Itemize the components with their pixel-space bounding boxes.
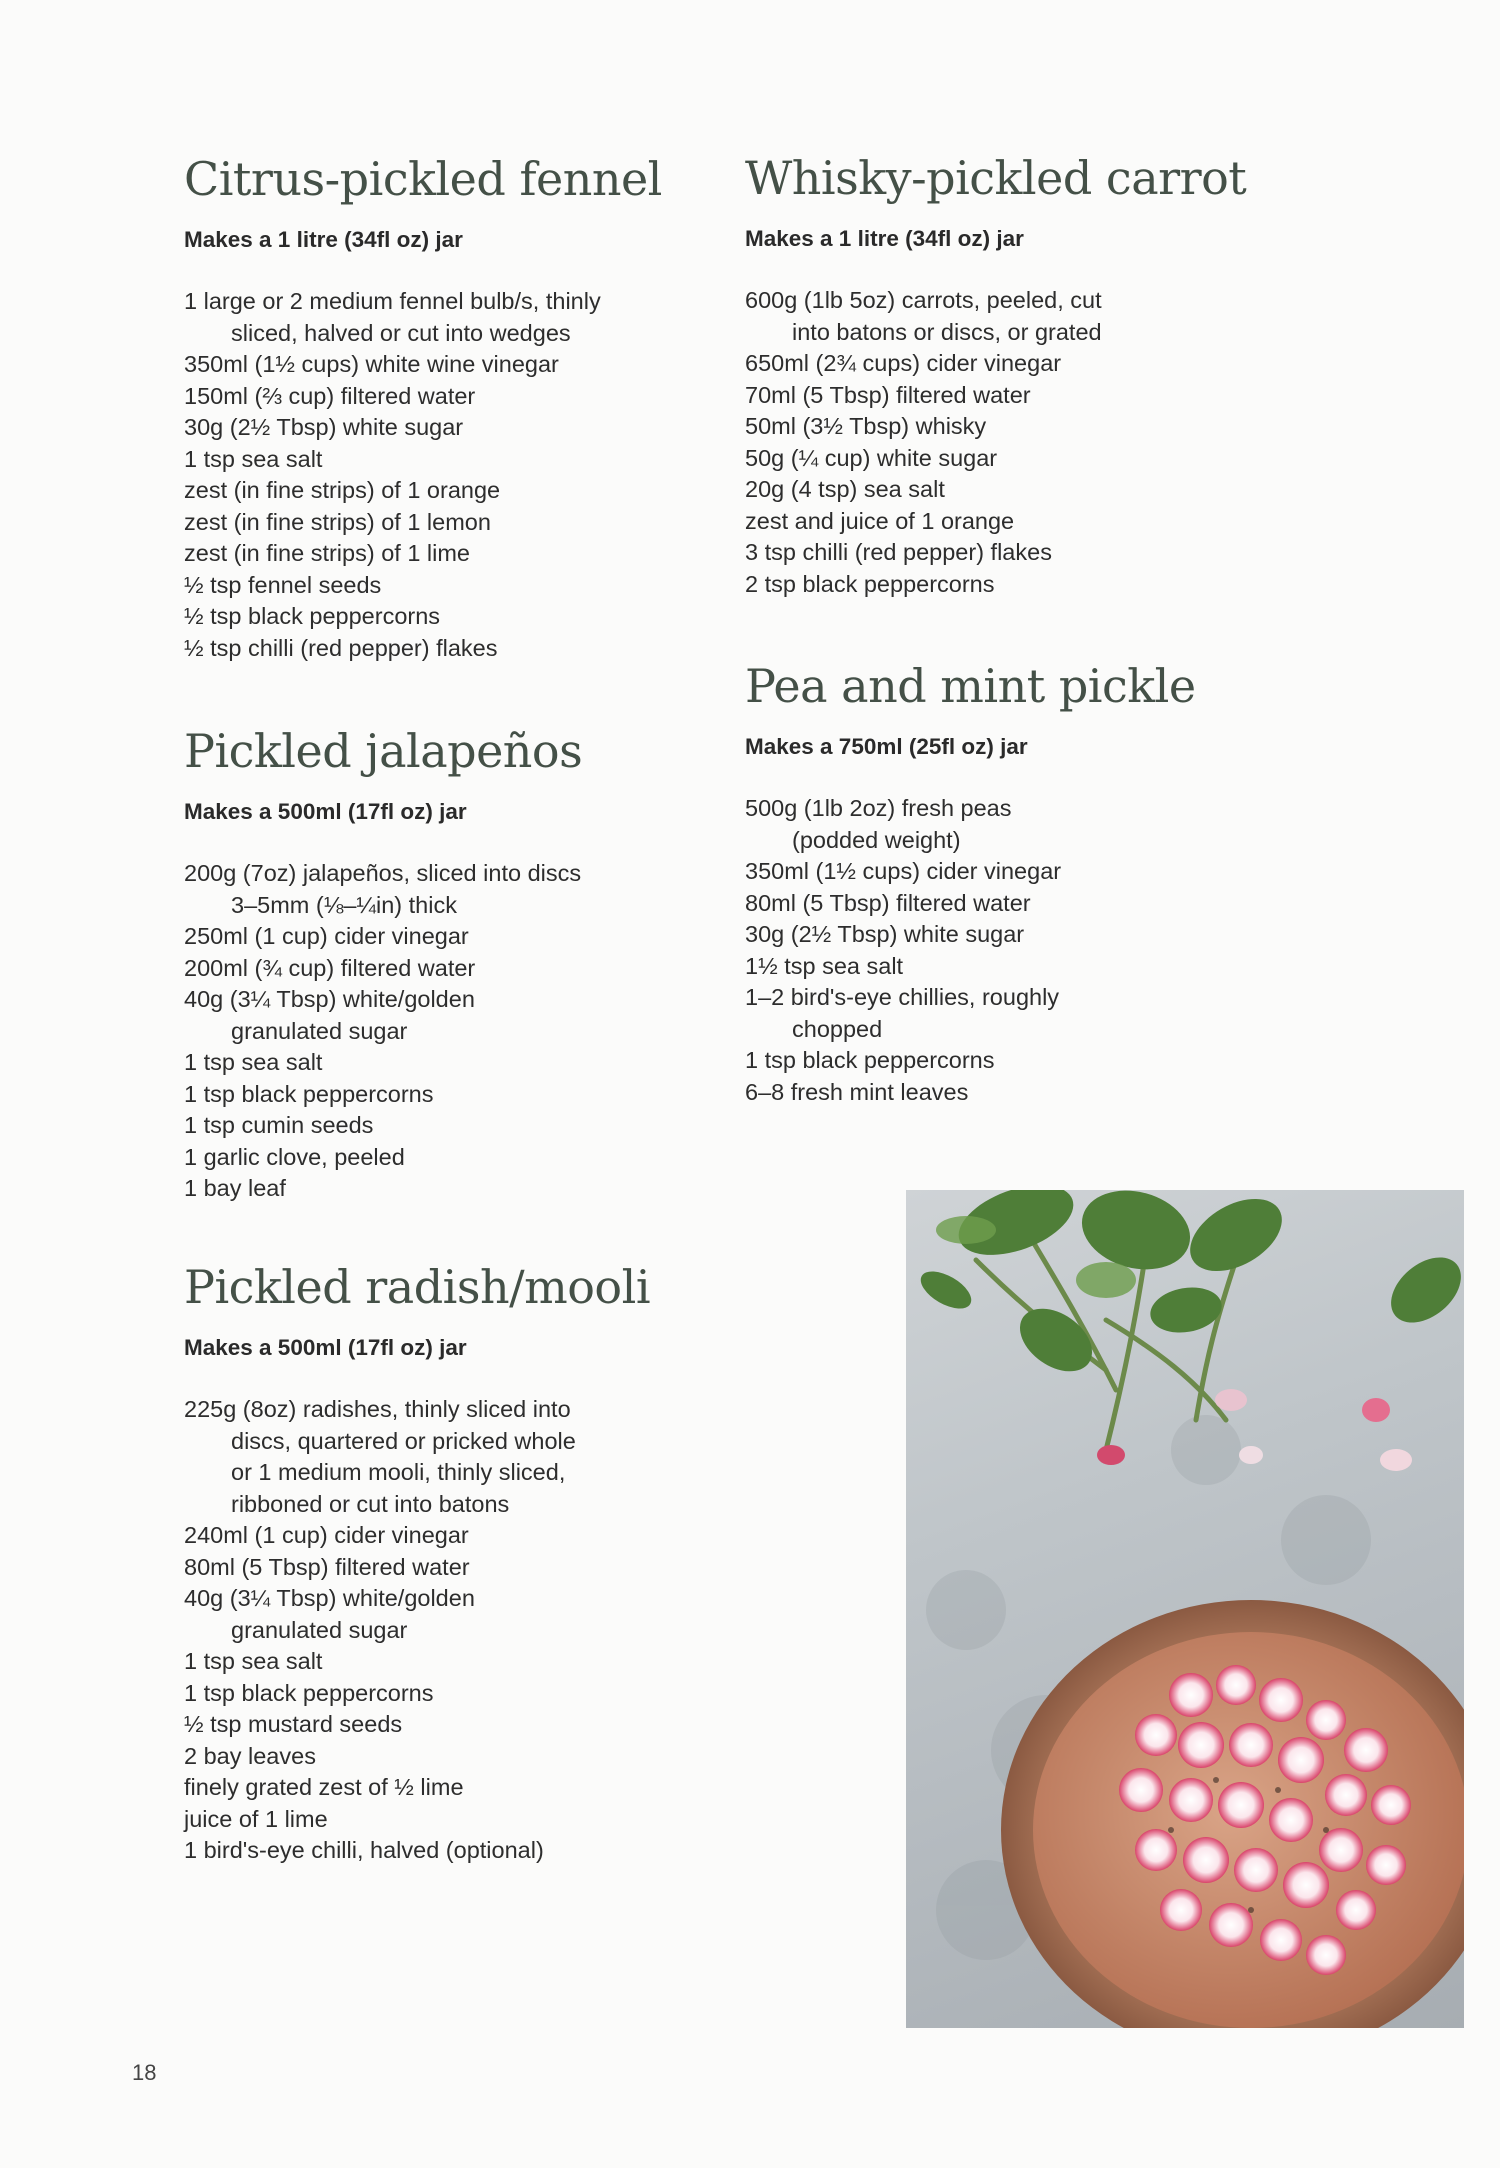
- ingredient-item: 150ml (⅔ cup) filtered water: [184, 382, 476, 409]
- ingredient-item: 500g (1lb 2oz) fresh peas (podded weight): [745, 795, 1012, 853]
- ingredient-item: ½ tsp mustard seeds: [184, 1711, 403, 1737]
- recipe-yield: Makes a 500ml (17fl oz) jar: [184, 1335, 467, 1360]
- ingredient-item: 350ml (1½ cups) cider vinegar: [745, 858, 1062, 884]
- ingredient-item: 240ml (1 cup) cider vinegar: [184, 1522, 469, 1548]
- ingredient-item: 250ml (1 cup) cider vinegar: [184, 923, 469, 949]
- ingredient-item: 30g (2½ Tbsp) white sugar: [745, 921, 1025, 947]
- ingredient-item: zest (in fine strips) of 1 lemon: [184, 508, 491, 535]
- ingredient-item: ½ tsp chilli (red pepper) flakes: [184, 634, 498, 661]
- ingredient-item: 600g (1lb 5oz) carrots, peeled, cut into batons or discs, or grated: [745, 287, 1102, 345]
- page-number: 18: [132, 2060, 157, 2085]
- ingredient-item: 6–8 fresh mint leaves: [745, 1078, 969, 1105]
- ingredient-item: 40g (3¼ Tbsp) white/golden granulated sugar: [184, 986, 475, 1044]
- ingredient-item: 350ml (1½ cups) white wine vinegar: [184, 351, 559, 377]
- ingredient-item: zest and juice of 1 orange: [745, 507, 1015, 534]
- recipe-yield: Makes a 1 litre (34fl oz) jar: [745, 226, 1024, 251]
- recipe-pickled-jalapenos: [184, 722, 744, 1205]
- ingredient-item: 70ml (5 Tbsp) filtered water: [745, 381, 1031, 408]
- ingredient-item: 50g (¼ cup) white sugar: [745, 444, 998, 471]
- ingredient-item: 80ml (5 Tbsp) filtered water: [745, 889, 1031, 916]
- ingredient-item: 1–2 bird's-eye chillies, roughly chopped: [745, 984, 1060, 1042]
- ingredient-list: [184, 286, 744, 664]
- ingredient-item: 30g (2½ Tbsp) white sugar: [184, 414, 464, 440]
- ingredient-item: ½ tsp black peppercorns: [184, 603, 441, 629]
- recipe-title: Citrus-pickled fennel: [184, 152, 662, 206]
- ingredient-item: juice of 1 lime: [184, 1805, 328, 1832]
- ingredient-item: zest (in fine strips) of 1 orange: [184, 477, 501, 503]
- ingredient-item: 1 tsp sea salt: [184, 1049, 323, 1075]
- recipe-yield: Makes a 500ml (17fl oz) jar: [184, 799, 467, 824]
- ingredient-item: 1 bay leaf: [184, 1175, 286, 1201]
- ingredient-item: 1½ tsp sea salt: [745, 952, 904, 979]
- recipe-title: Whisky-pickled carrot: [745, 151, 1247, 205]
- ingredient-item: 40g (3¼ Tbsp) white/golden granulated sugar: [184, 1585, 475, 1643]
- recipe-yield: Makes a 750ml (25fl oz) jar: [745, 734, 1028, 759]
- recipe-title: Pea and mint pickle: [745, 659, 1196, 713]
- ingredient-item: 1 tsp black peppercorns: [184, 1080, 434, 1107]
- ingredient-item: finely grated zest of ½ lime: [184, 1774, 464, 1800]
- ingredient-item: 1 tsp cumin seeds: [184, 1112, 374, 1138]
- ingredient-item: 1 garlic clove, peeled: [184, 1143, 405, 1170]
- ingredient-item: ½ tsp fennel seeds: [184, 571, 382, 598]
- ingredient-item: 225g (8oz) radishes, thinly sliced into discs, quartered or pricked whole or 1 medium mooli, thinly sliced, ribboned or cut into batons: [184, 1396, 576, 1517]
- radish-illustration: [906, 1190, 1464, 2028]
- ingredient-item: 50ml (3½ Tbsp) whisky: [745, 413, 987, 439]
- ingredient-list: [745, 285, 1305, 600]
- recipe-title: Pickled jalapeños: [184, 724, 583, 778]
- ingredient-item: 2 bay leaves: [184, 1742, 316, 1769]
- ingredient-item: 1 bird's-eye chilli, halved (optional): [184, 1837, 544, 1863]
- ingredient-item: 650ml (2¾ cups) cider vinegar: [745, 350, 1062, 376]
- ingredient-item: 1 large or 2 medium fennel bulb/s, thinly sliced, halved or cut into wedges: [184, 288, 601, 346]
- ingredient-list: [745, 793, 1305, 1108]
- ingredient-item: 3 tsp chilli (red pepper) flakes: [745, 539, 1052, 565]
- ingredient-item: 1 tsp sea salt: [184, 1648, 323, 1674]
- ingredient-item: zest (in fine strips) of 1 lime: [184, 540, 471, 566]
- ingredient-item: 1 tsp black peppercorns: [184, 1679, 434, 1706]
- ingredient-item: 200g (7oz) jalapeños, sliced into discs 3–5mm (⅛–¼in) thick: [184, 860, 582, 918]
- ingredient-item: 200ml (¾ cup) filtered water: [184, 954, 476, 981]
- recipe-title: Pickled radish/mooli: [184, 1260, 651, 1314]
- ingredient-list: [184, 858, 744, 1205]
- ingredient-item: 80ml (5 Tbsp) filtered water: [184, 1553, 470, 1580]
- recipe-pea-and-mint-pickle: [745, 657, 1305, 1108]
- ingredient-list: [184, 1394, 744, 1867]
- recipe-citrus-pickled-fennel: [184, 150, 744, 664]
- radish-bowl-photo: [906, 1190, 1464, 2028]
- ingredient-item: 1 tsp sea salt: [184, 445, 323, 472]
- recipe-yield: Makes a 1 litre (34fl oz) jar: [184, 227, 463, 252]
- ingredient-item: 20g (4 tsp) sea salt: [745, 476, 945, 502]
- recipe-whisky-pickled-carrot: [745, 149, 1305, 600]
- ingredient-item: 1 tsp black peppercorns: [745, 1047, 995, 1073]
- recipe-pickled-radish-mooli: [184, 1258, 744, 1867]
- ingredient-item: 2 tsp black peppercorns: [745, 570, 995, 597]
